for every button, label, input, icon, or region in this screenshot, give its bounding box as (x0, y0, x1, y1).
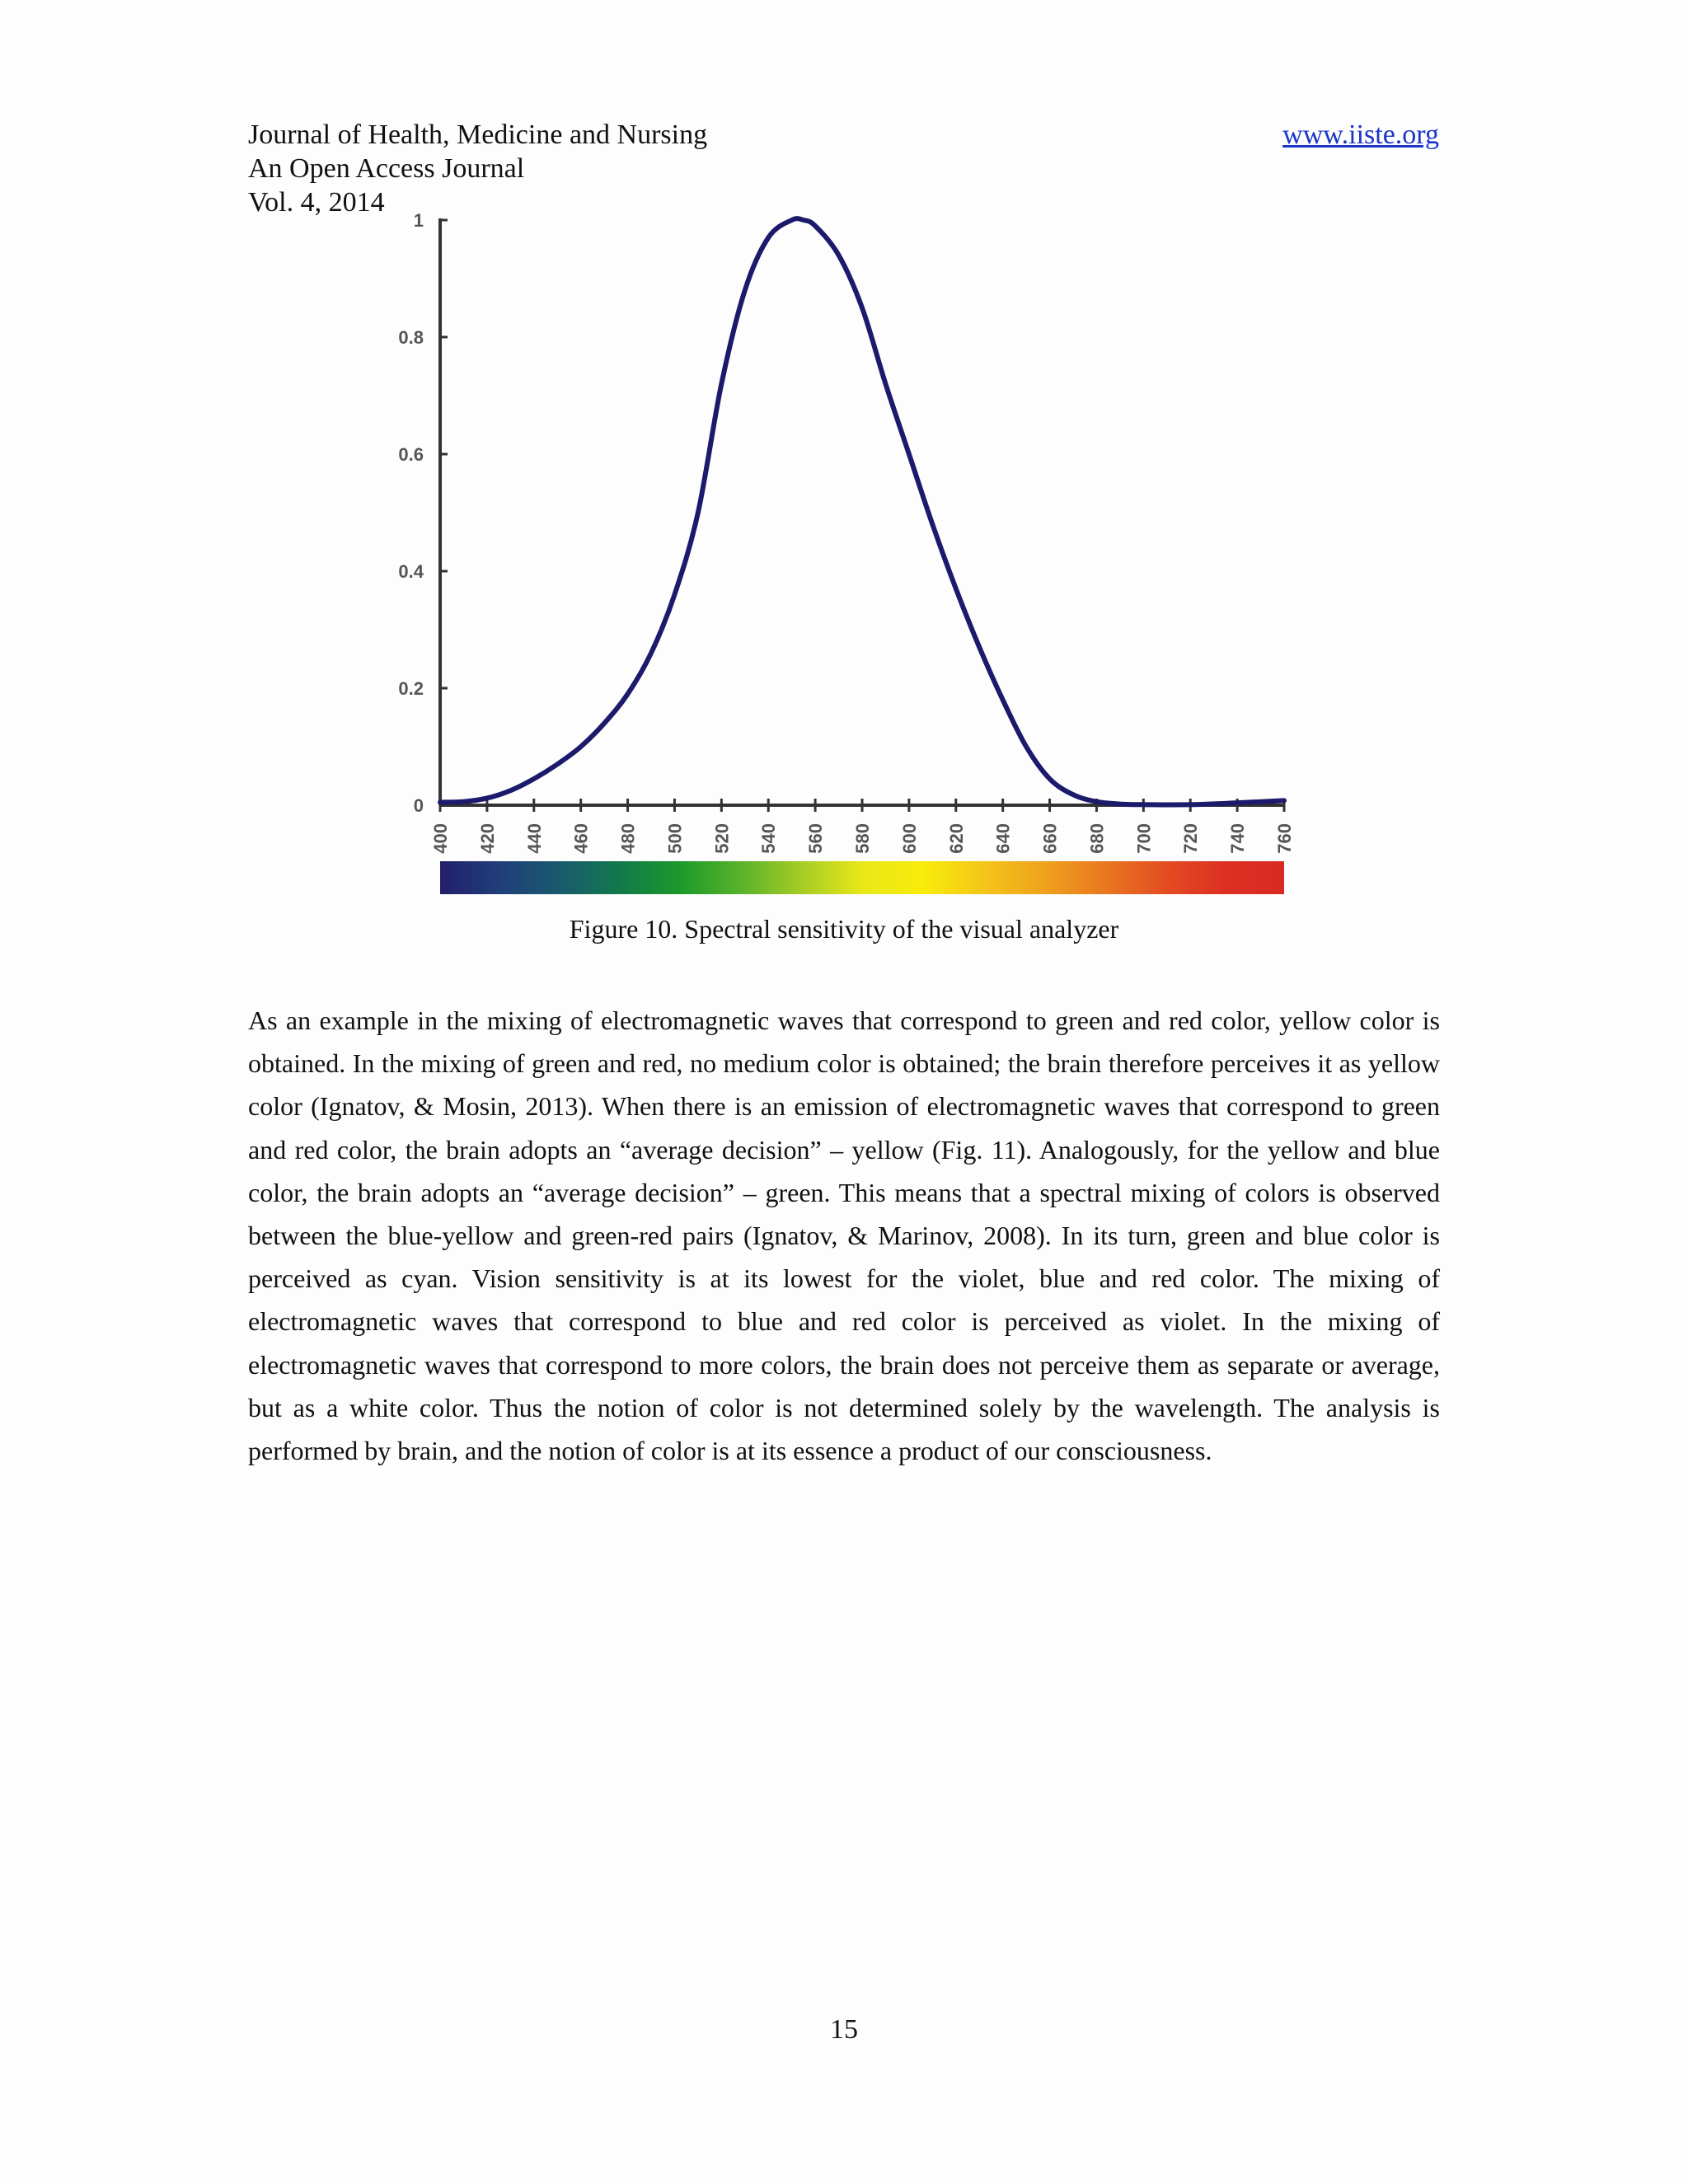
x-tick-label: 580 (852, 823, 873, 854)
x-tick-label: 720 (1180, 823, 1202, 854)
x-tick-label: 660 (1039, 823, 1061, 854)
x-tick-label: 560 (805, 823, 827, 854)
y-tick-label: 0.2 (398, 678, 424, 699)
y-tick-label: 0.4 (398, 561, 424, 582)
x-tick-label: 600 (898, 823, 920, 854)
figure-caption: Figure 10. Spectral sensitivity of the visual analyzer (569, 914, 1119, 944)
journal-subtitle: An Open Access Journal (248, 153, 525, 184)
x-tick-label: 680 (1086, 823, 1108, 854)
y-tick-label: 0 (413, 795, 424, 816)
spectral-sensitivity-chart (387, 210, 1311, 902)
y-tick-label: 0.6 (398, 444, 424, 465)
body-paragraph: As an example in the mixing of electromagnetic waves that correspond to green and red color, yellow color is obtained. In the mixing of green and red, no medium color is obtained; the brain therefore perceives it as yellow color (Ignatov, & Mosin, 2013). When there is an emission of electromagnetic waves that correspond to green and red color, the brain adopts an “average decision” – yellow (Fig. 11). Analogously, for the yellow and blue color, the brain adopts an “average decision” – green. This means that a spectral mixing of colors is observed between the blue-yellow and green-red pairs (Ignatov, & Marinov, 2008). In its turn, green and blue color is perceived as cyan. Vision sensitivity is at its lowest for the violet, blue and red color. The mixing of electromagnetic waves that correspond to blue and red color is perceived as violet. In the mixing of electromagnetic waves that correspond to more colors, the brain does not perceive them as separate or average, but as a white color. Thus the notion of color is not determined solely by the wavelength. The analysis is performed by brain, and the notion of color is at its essence a product of our consciousness. (248, 1005, 1440, 1466)
x-tick-label: 480 (617, 823, 639, 854)
x-tick-label: 760 (1274, 823, 1295, 854)
x-tick-label: 620 (945, 823, 967, 854)
x-tick-label: 460 (570, 823, 592, 854)
x-tick-label: 400 (430, 823, 451, 854)
x-tick-label: 440 (523, 823, 545, 854)
x-tick-label: 640 (992, 823, 1014, 854)
x-tick-label: 700 (1133, 823, 1155, 854)
sensitivity-curve (440, 218, 1284, 804)
y-tick-label: 1 (413, 210, 424, 231)
y-tick-label: 0.8 (398, 327, 424, 348)
x-tick-label: 500 (664, 823, 686, 854)
x-tick-label: 520 (711, 823, 733, 854)
journal-title: Journal of Health, Medicine and Nursing (248, 120, 708, 150)
x-tick-label: 540 (758, 823, 780, 854)
website-link[interactable]: www.iiste.org (1282, 120, 1439, 150)
x-tick-label: 740 (1227, 823, 1249, 854)
page-number: 15 (830, 2014, 858, 2045)
x-tick-label: 420 (476, 823, 498, 854)
journal-volume: Vol. 4, 2014 (248, 187, 385, 218)
color-spectrum-bar (440, 861, 1284, 894)
